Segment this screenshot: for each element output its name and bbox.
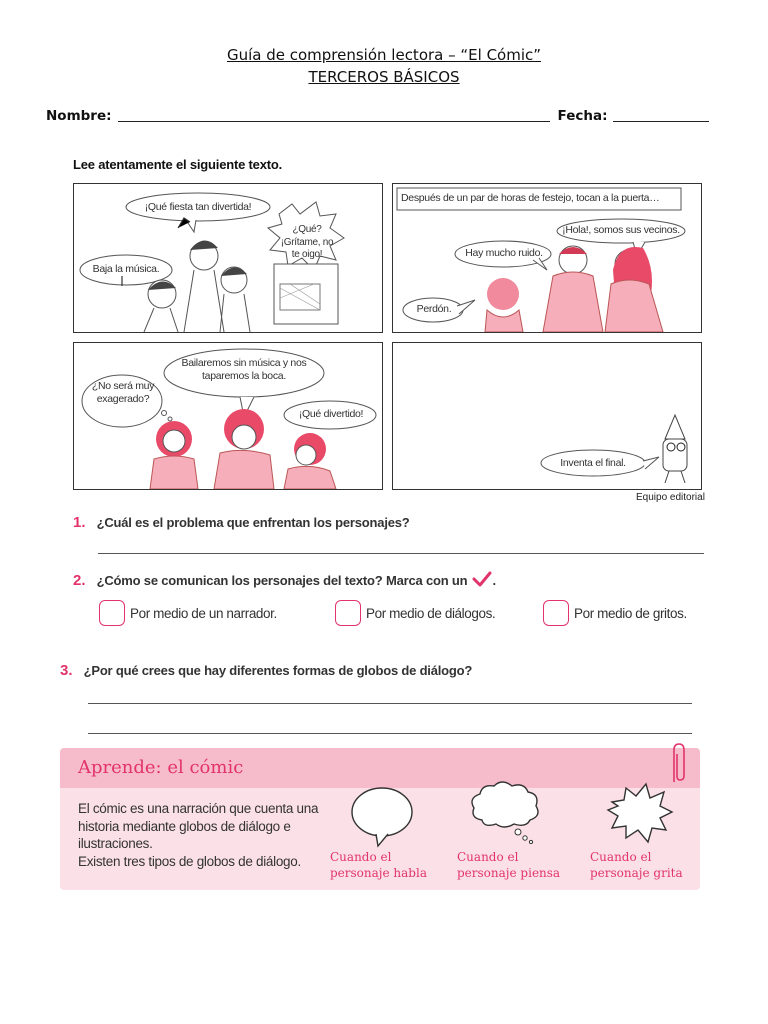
- caption-thinks: Cuando el personaje piensa: [457, 850, 561, 881]
- learn-body-definition: El cómic es una narración que cuenta una historia mediante globos de diálogo e ilustraciones.: [78, 801, 319, 852]
- option-dialogues-label: Por medio de diálogos.: [366, 606, 496, 621]
- caption-shouts: Cuando el personaje grita: [590, 850, 683, 881]
- learn-box: [60, 748, 700, 890]
- panel-2-bubble-neighbors: ¡Hola!, somos sus vecinos.: [562, 224, 680, 236]
- thought-balloon-icon: [468, 780, 548, 844]
- comic-panel-3: [73, 342, 383, 490]
- comic-panel-2: [392, 183, 702, 333]
- comic-panel-1: [73, 183, 383, 333]
- option-narrator-label: Por medio de un narrador.: [130, 606, 277, 621]
- panel-2-caption: Después de un par de horas de festejo, tocan a la puerta…: [401, 192, 660, 204]
- name-date-row: [46, 108, 716, 124]
- learn-body: [78, 800, 348, 870]
- panel-3-bubble-dance: Bailaremos sin música y nos taparemos la boca.: [181, 357, 307, 383]
- learn-title: Aprende: el cómic: [78, 757, 244, 778]
- checkmark-icon: [472, 571, 492, 587]
- option-shouts-label: Por medio de gritos.: [574, 606, 687, 621]
- panel-3-bubble-exaggerated: ¿No será muy exagerado?: [91, 380, 155, 406]
- question-1-text: ¿Cuál es el problema que enfrentan los personajes?: [96, 515, 410, 530]
- question-3-text: ¿Por qué crees que hay diferentes formas de globos de diálogo?: [83, 663, 473, 678]
- speech-balloon-icon: [346, 784, 418, 848]
- question-3-answer-line-1[interactable]: [88, 703, 692, 704]
- question-1-number: 1.: [73, 514, 86, 531]
- panel-1-bubble-fun: ¡Qué fiesta tan divertida!: [144, 201, 252, 213]
- worksheet-subtitle: TERCEROS BÁSICOS: [308, 68, 460, 86]
- caption-speaks: Cuando el personaje habla: [330, 850, 427, 881]
- date-label: Fecha:: [557, 108, 608, 124]
- name-field[interactable]: [118, 109, 550, 122]
- shout-balloon-icon: [604, 782, 676, 846]
- option-narrator-checkbox[interactable]: [99, 600, 125, 626]
- panel-1-bubble-shout: ¿Qué? ¡Grítame, no te oigo!: [280, 224, 334, 260]
- question-3-number: 3.: [60, 662, 73, 679]
- reading-instruction: Lee atentamente el siguiente texto.: [73, 157, 283, 172]
- question-2-number: 2.: [73, 572, 86, 589]
- question-3: [60, 660, 472, 679]
- question-1: [73, 512, 410, 531]
- credit-text: Equipo editorial: [636, 492, 705, 503]
- name-label: Nombre:: [46, 108, 112, 124]
- question-3-answer-line-2[interactable]: [88, 733, 692, 734]
- panel-2-bubble-noise: Hay mucho ruido.: [465, 247, 543, 259]
- question-2: 2. ¿Cómo se comunican los personajes del texto? Marca con un .: [73, 572, 496, 589]
- option-shouts-checkbox[interactable]: [543, 600, 569, 626]
- worksheet-title: Guía de comprensión lectora – “El Cómic”: [226, 46, 542, 64]
- question-2-text: ¿Cómo se comunican los personajes del texto? Marca con un: [96, 573, 468, 588]
- date-field[interactable]: [613, 109, 709, 122]
- panel-1-bubble-music: Baja la música.: [92, 263, 160, 275]
- panel-2-bubble-sorry: Perdón.: [416, 303, 452, 315]
- option-dialogues-checkbox[interactable]: [335, 600, 361, 626]
- learn-body-types: Existen tres tipos de globos de diálogo.: [78, 853, 301, 869]
- comic-panel-4[interactable]: [392, 342, 702, 490]
- panel-3-bubble-fun: ¡Qué divertido!: [298, 408, 364, 420]
- question-1-answer-line[interactable]: [98, 553, 704, 554]
- panel-4-bubble-invent: Inventa el final.: [560, 457, 626, 469]
